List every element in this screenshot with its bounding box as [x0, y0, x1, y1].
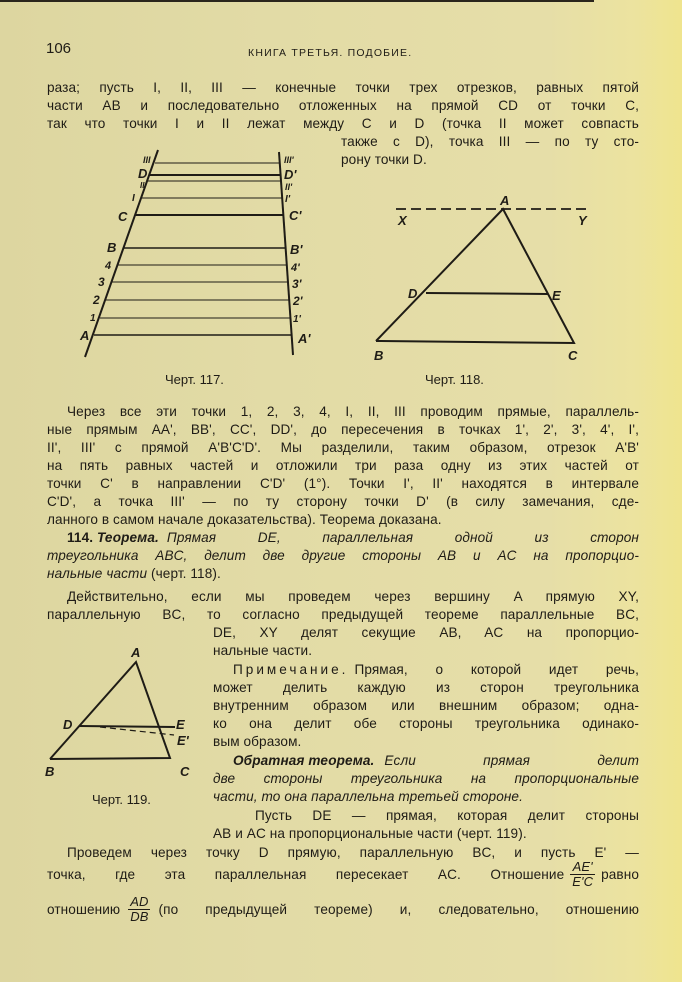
svg-text:I: I — [132, 193, 135, 204]
svg-text:B: B — [45, 764, 55, 779]
page-number: 106 — [46, 40, 72, 57]
svg-text:3': 3' — [292, 277, 302, 291]
text-line: C'D', а точка III' — по ту сторону точки D' (в силу замечания, сде- — [47, 494, 639, 509]
figure-118-caption: Черт. 118. — [425, 372, 484, 387]
theorem-text: Прямая DE, параллельная одной из сторон — [166, 530, 639, 545]
text-line: так что точки I и II лежат между C и D (точка II может совпасть — [47, 116, 639, 131]
text-line: части AB и последовательно отложенных на прямой CD от точки C, — [47, 98, 639, 113]
svg-text:Y: Y — [578, 213, 587, 228]
text-line: AB и AC на пропорциональные части (черт. 119). — [213, 826, 527, 841]
text-line: Действительно, если мы проведем через вершину A прямую XY, — [67, 589, 639, 604]
text-line: внутренним образом или внешним образом; одна- — [213, 698, 639, 713]
svg-text:D: D — [138, 166, 148, 181]
text-line: рону точки D. — [341, 152, 427, 167]
svg-text:B': B' — [290, 242, 303, 257]
svg-text:C': C' — [289, 208, 302, 223]
text-line: DE, XY делят секущие AB, AC на пропорцио- — [213, 625, 639, 640]
svg-text:C: C — [118, 209, 128, 224]
text-line: Пусть DE — прямая, которая делит стороны — [255, 808, 639, 823]
text-line: вым образом. — [213, 734, 302, 749]
label: III — [143, 155, 151, 165]
svg-text:B: B — [374, 348, 384, 363]
text-line: раза; пусть I, II, III — конечные точки трех отрезков, равных пятой — [47, 80, 639, 95]
text-line: ко она делит обе стороны треугольника одинако- — [213, 716, 639, 731]
svg-text:II: II — [140, 181, 145, 190]
svg-text:E': E' — [177, 733, 189, 748]
figure-117-diagram — [60, 135, 340, 365]
figure-119-caption: Черт. 119. — [92, 792, 151, 807]
svg-text:4': 4' — [291, 262, 300, 274]
converse-label: Обратная теорема. — [233, 753, 375, 768]
svg-text:D: D — [408, 286, 418, 301]
svg-text:A: A — [80, 328, 90, 343]
figure-119-diagram — [30, 640, 210, 780]
text-line: также с D), точка III — по ту сто- — [341, 134, 639, 149]
svg-text:A: A — [500, 193, 510, 208]
text-line: ные прямым AA', BB', CC', DD', до пересечения в точках 1', 2', 3', 4', I', — [47, 422, 639, 437]
note-line1: Примечание. Прямая, о которой идет речь, — [233, 660, 639, 680]
text-line: точки C' в направлении C'D' (1°). Точки I', II' находятся в интервале — [47, 476, 639, 491]
svg-text:II': II' — [285, 182, 293, 192]
svg-text:I': I' — [285, 194, 291, 205]
svg-text:2': 2' — [293, 294, 303, 308]
theorem-114-line1 — [67, 528, 639, 548]
text-line: на пять равных частей и отложили три раза одну из этих частей от — [47, 458, 639, 473]
theorem-label: Теорема. — [97, 530, 159, 545]
fraction-ad-db: $\frac{AD}{DB}$ — [130, 894, 149, 924]
ratio-line: точка, где эта параллельная пересекает AC. Отношение $\frac{AE'}{E'C}$ равно — [47, 859, 639, 889]
svg-text:2: 2 — [93, 293, 100, 307]
text-line: II', III' с прямой A'B'C'D'. Мы разделили, таким образом, отрезок A'B' — [47, 440, 639, 455]
text-line: части, то она параллельна третьей стороне. — [213, 789, 523, 804]
text-line: нальные части. — [213, 643, 313, 658]
svg-text:III': III' — [284, 155, 294, 165]
text-line: может делить каждую из сторон треугольника — [213, 680, 639, 695]
svg-text:A: A — [131, 645, 141, 660]
figure-117-caption: Черт. 117. — [165, 372, 224, 387]
svg-text:3: 3 — [98, 275, 105, 289]
svg-text:D: D — [63, 717, 73, 732]
svg-text:1': 1' — [293, 314, 301, 325]
svg-text:B: B — [107, 240, 117, 255]
fraction-ae-ec: $\frac{AE'}{E'C}$ — [572, 859, 594, 889]
svg-text:D': D' — [284, 167, 297, 182]
svg-text:C: C — [568, 348, 578, 363]
text-line: ланного в самом начале доказательства). Теорема доказана. — [47, 512, 442, 527]
svg-text:C: C — [180, 764, 190, 779]
text-line: Через все эти точки 1, 2, 3, 4, I, II, III проводим прямые, параллель- — [67, 404, 639, 419]
svg-text:E: E — [176, 717, 185, 732]
converse-line1: Обратная теорема. Если прямая делит — [233, 751, 639, 771]
text-line: параллельную BC, то согласно предыдущей теореме параллельные BC, — [47, 607, 639, 622]
svg-text:E: E — [552, 288, 561, 303]
theorem-number: 114. — [67, 530, 94, 545]
ratio-line-2: отношению $\frac{AD}{DB}$ (по предыдущей теореме) и, следовательно, отношению — [47, 894, 639, 924]
text-line: две стороны треугольника на пропорциональные — [213, 771, 639, 786]
figure-118-diagram — [340, 190, 640, 370]
theorem-text: треугольника ABC, делит две другие стороны AB и AC на пропорцио- — [47, 548, 639, 563]
svg-text:A': A' — [298, 331, 311, 346]
note-label: Примечание. — [233, 662, 349, 677]
theorem-text-line3: нальные части (черт. 118). — [47, 566, 221, 581]
running-title: КНИГА ТРЕТЬЯ. ПОДОБИЕ. — [248, 47, 413, 59]
svg-text:4: 4 — [105, 260, 112, 272]
svg-text:X: X — [398, 213, 407, 228]
svg-text:1: 1 — [90, 313, 96, 324]
text-line: Проведем через точку D прямую, параллельную BC, и пусть E' — — [67, 845, 639, 860]
header-rule — [0, 0, 594, 2]
